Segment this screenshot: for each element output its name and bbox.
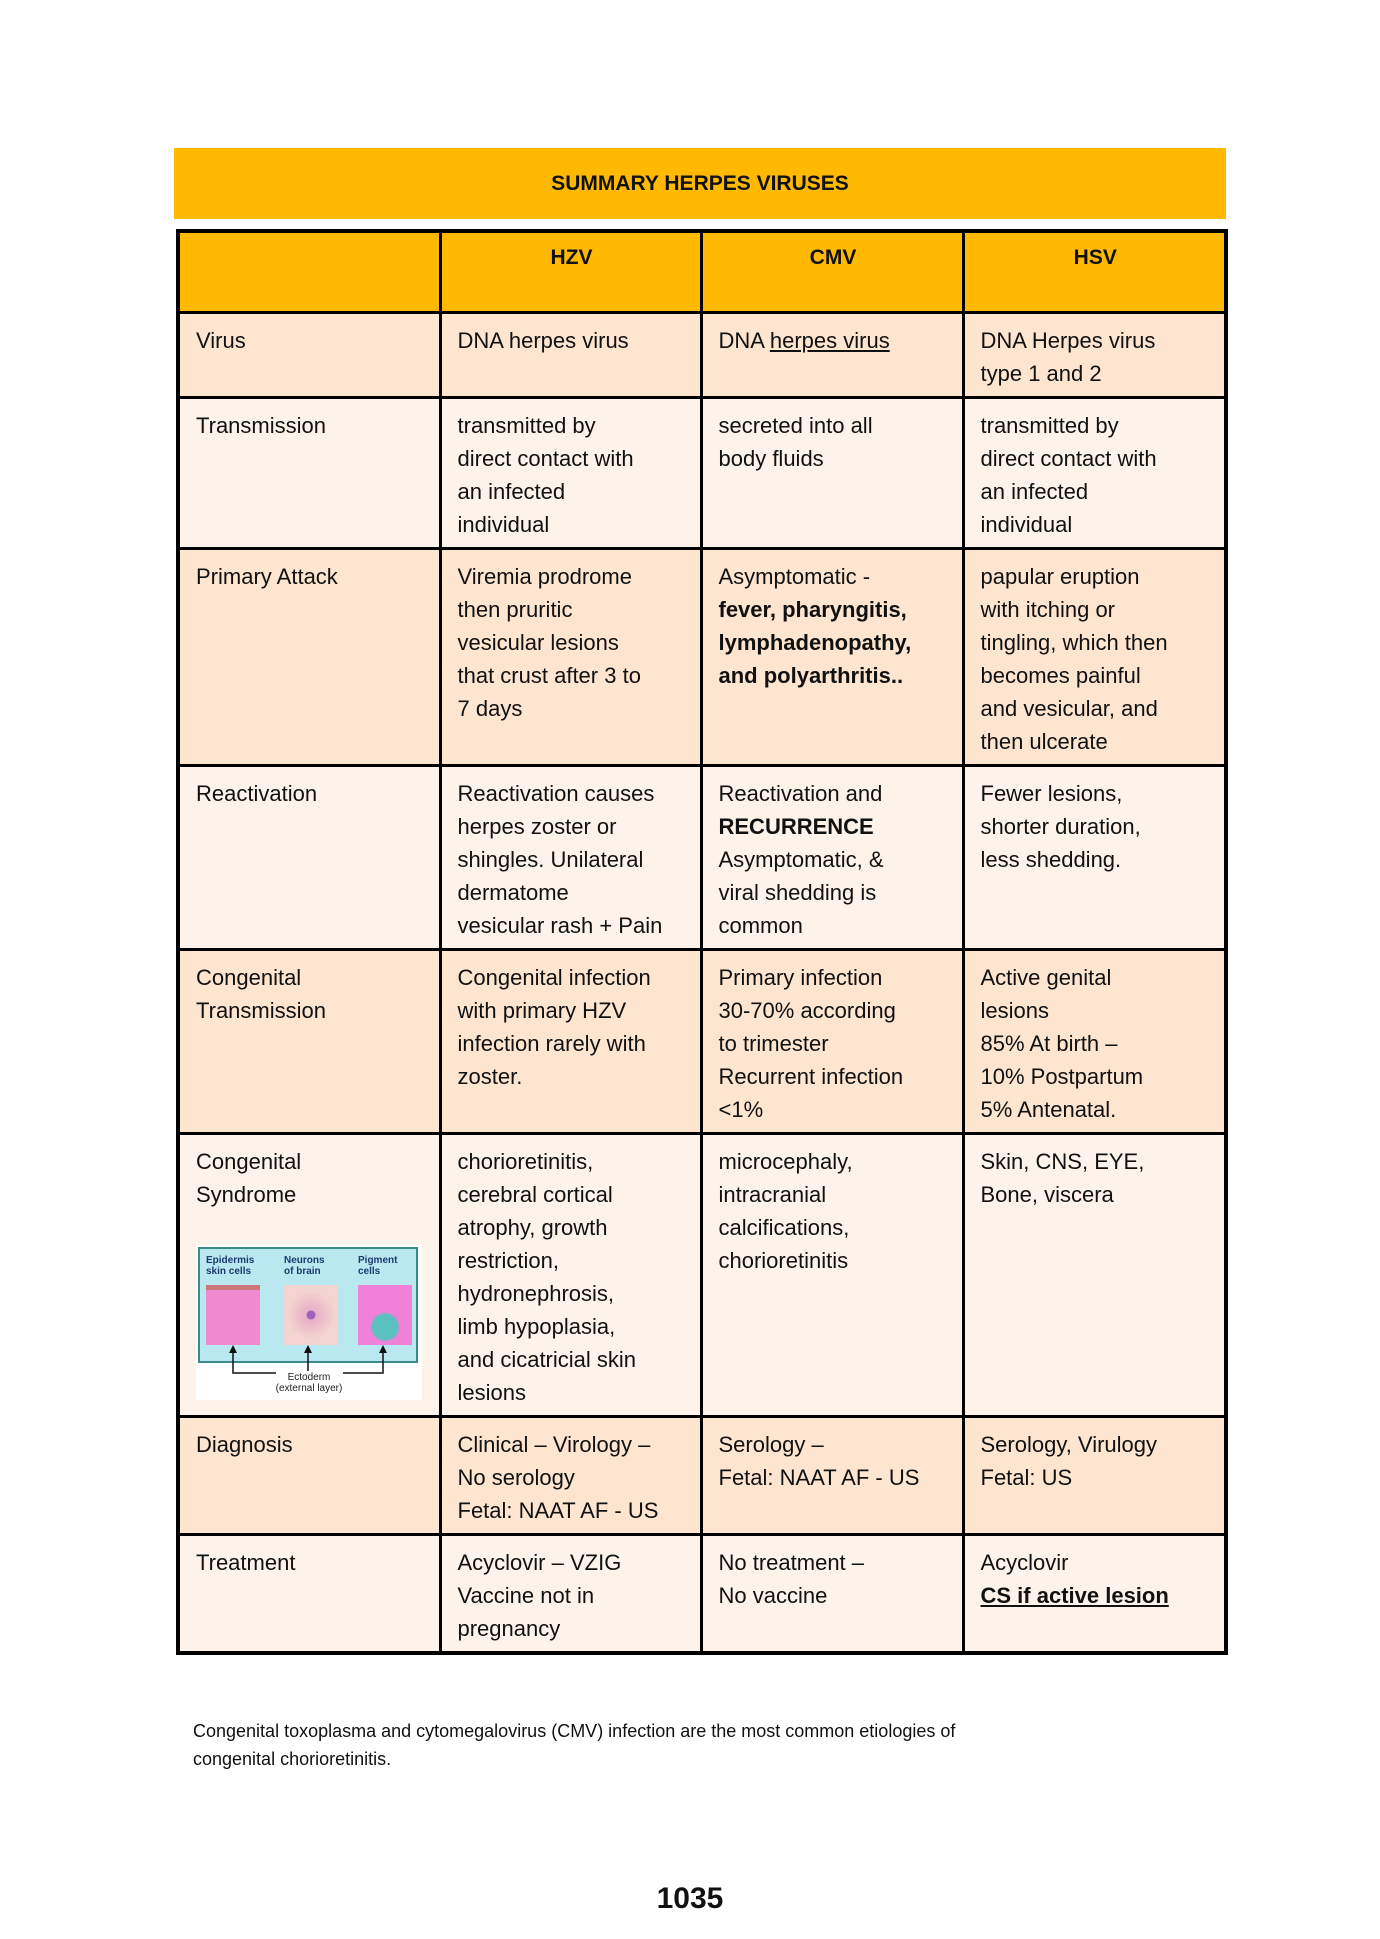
- cell-text: papular eruption: [980, 564, 1140, 589]
- cell-line: [981, 1546, 1211, 1579]
- cell-text: zoster.: [457, 1064, 523, 1089]
- cell-line: [719, 843, 948, 876]
- cell-line: [981, 324, 1211, 357]
- cell-text: shorter duration,: [980, 814, 1141, 839]
- cell-text: Primary infection: [718, 965, 883, 990]
- cell-line: [981, 1145, 1211, 1178]
- table-row: [178, 398, 1226, 549]
- cell-line: [981, 843, 1211, 876]
- cell-text: 10% Postpartum: [980, 1064, 1144, 1089]
- cell-line: [981, 357, 1211, 390]
- footnote-line: congenital chorioretinitis.: [193, 1749, 392, 1769]
- cell-text: atrophy, growth: [457, 1215, 608, 1240]
- cell-line: [458, 508, 686, 541]
- footnote: [193, 1717, 1193, 1773]
- table-row: [178, 1535, 1226, 1654]
- cell-line: [719, 1145, 948, 1178]
- cell-hsv: [963, 1417, 1226, 1535]
- cell-line: [458, 560, 686, 593]
- row-label: [178, 1535, 440, 1654]
- cell-line: [719, 994, 948, 1027]
- cell-line: [458, 1461, 686, 1494]
- cell-text: infection rarely with: [457, 1031, 646, 1056]
- cell-line: [458, 909, 686, 942]
- cell-hsv: [963, 1134, 1226, 1417]
- cell-line: [719, 1178, 948, 1211]
- cell-hsv: [963, 549, 1226, 766]
- header-hzv: HZV: [440, 231, 701, 313]
- cell-line: [458, 961, 686, 994]
- cell-line: [458, 1428, 686, 1461]
- cell-line: [981, 593, 1211, 626]
- cell-text: body fluids: [718, 446, 824, 471]
- cell-line: [458, 1494, 686, 1527]
- cell-text: Asymptomatic -: [718, 564, 871, 589]
- cell-text: 30-70% according: [718, 998, 896, 1023]
- cell-line: [981, 1178, 1211, 1211]
- cell-text: DNA: [718, 328, 770, 353]
- ectoderm-figure: [196, 1245, 422, 1400]
- cell-hzv: [440, 1535, 701, 1654]
- cell-line: [458, 324, 686, 357]
- cell-text: CS if active lesion: [980, 1583, 1169, 1608]
- cell-line: [458, 1310, 686, 1343]
- cell-text: intracranial: [718, 1182, 827, 1207]
- cell-line: [458, 1027, 686, 1060]
- row-label-line: Transmission: [196, 998, 326, 1023]
- cell-hzv: [440, 1417, 701, 1535]
- cell-hsv: [963, 950, 1226, 1134]
- cell-line: [458, 1546, 686, 1579]
- cell-line: [458, 1376, 686, 1409]
- cell-text: direct contact with: [980, 446, 1157, 471]
- cell-hzv: [440, 313, 701, 398]
- cell-line: [458, 692, 686, 725]
- cell-line: [981, 1027, 1211, 1060]
- cell-line: [458, 1612, 686, 1645]
- cell-line: [981, 1060, 1211, 1093]
- row-label: [178, 313, 440, 398]
- cell-text: <1%: [718, 1097, 764, 1122]
- herpes-summary-table: [176, 229, 1228, 1655]
- cell-line: [458, 1178, 686, 1211]
- cell-line: [719, 1093, 948, 1126]
- cell-text: limb hypoplasia,: [457, 1314, 616, 1339]
- cell-line: [458, 1579, 686, 1612]
- cell-hzv: [440, 549, 701, 766]
- cell-line: [458, 1343, 686, 1376]
- cell-line: [719, 1027, 948, 1060]
- cell-text: pregnancy: [457, 1616, 561, 1641]
- row-label-line: Treatment: [196, 1550, 296, 1575]
- row-label-line: Virus: [196, 328, 246, 353]
- cell-text: Reactivation and: [718, 781, 883, 806]
- figure-label-pigment: Pigment cells: [358, 1255, 398, 1277]
- cell-line: [981, 508, 1211, 541]
- cell-text: Bone, viscera: [980, 1182, 1114, 1207]
- cell-line: [719, 909, 948, 942]
- cell-text: chorioretinitis,: [457, 1149, 594, 1174]
- cell-line: [719, 409, 948, 442]
- cell-text: with primary HZV: [457, 998, 627, 1023]
- cell-line: [981, 692, 1211, 725]
- cell-line: [458, 843, 686, 876]
- cell-line: [719, 442, 948, 475]
- header-row: [178, 231, 1226, 313]
- cell-cmv: [701, 313, 963, 398]
- cell-line: [981, 1093, 1211, 1126]
- cell-line: [981, 409, 1211, 442]
- cell-line: [719, 324, 948, 357]
- figure-caption-line: Ectoderm: [287, 1372, 331, 1383]
- cell-line: [458, 1277, 686, 1310]
- cell-text: individual: [980, 512, 1073, 537]
- cell-cmv: [701, 766, 963, 950]
- cell-text: type 1 and 2: [980, 361, 1102, 386]
- cell-text: that crust after 3 to: [457, 663, 641, 688]
- cell-cmv: [701, 549, 963, 766]
- cell-text: RECURRENCE: [718, 814, 874, 839]
- cell-line: [458, 876, 686, 909]
- cell-text: then pruritic: [457, 597, 573, 622]
- header-hsv: HSV: [963, 231, 1226, 313]
- row-label-line: Reactivation: [196, 781, 318, 806]
- cell-text: less shedding.: [980, 847, 1122, 872]
- cell-text: DNA Herpes virus: [980, 328, 1156, 353]
- cell-line: [458, 994, 686, 1027]
- cell-text: restriction,: [457, 1248, 559, 1273]
- cell-text: fever, pharyngitis,: [718, 597, 907, 622]
- cell-text: No treatment –: [718, 1550, 865, 1575]
- cell-line: [981, 659, 1211, 692]
- cell-text: Serology –: [718, 1432, 824, 1457]
- table-row: [178, 1134, 1226, 1417]
- cell-line: [719, 593, 948, 626]
- cell-hsv: [963, 1535, 1226, 1654]
- cell-line: [981, 725, 1211, 758]
- cell-text: Vaccine not in: [457, 1583, 595, 1608]
- cell-text: secreted into all: [718, 413, 873, 438]
- cell-hzv: [440, 1134, 701, 1417]
- cell-line: [981, 1461, 1211, 1494]
- row-label-line: Syndrome: [196, 1182, 297, 1207]
- cell-line: [981, 475, 1211, 508]
- cell-line: [458, 593, 686, 626]
- cell-line: [458, 810, 686, 843]
- row-label: [178, 549, 440, 766]
- cell-text: Fetal: NAAT AF - US: [457, 1498, 659, 1523]
- cell-cmv: [701, 1535, 963, 1654]
- cell-text: and cicatricial skin: [457, 1347, 637, 1372]
- table-row: [178, 313, 1226, 398]
- cell-line: [981, 560, 1211, 593]
- table-title: SUMMARY HERPES VIRUSES: [174, 148, 1226, 219]
- cell-text: to trimester: [718, 1031, 829, 1056]
- row-label: [178, 766, 440, 950]
- cell-text: individual: [457, 512, 550, 537]
- cell-text: vesicular rash + Pain: [457, 913, 663, 938]
- cell-line: [719, 1211, 948, 1244]
- cell-line: [981, 1428, 1211, 1461]
- cell-text: Skin, CNS, EYE,: [980, 1149, 1145, 1174]
- cell-text: Recurrent infection: [718, 1064, 904, 1089]
- cell-hsv: [963, 766, 1226, 950]
- cell-line: [719, 810, 948, 843]
- cell-text: 85% At birth –: [980, 1031, 1118, 1056]
- cell-line: [458, 409, 686, 442]
- cell-text: and polyarthritis..: [718, 663, 904, 688]
- cell-text: an infected: [980, 479, 1089, 504]
- cell-line: [458, 777, 686, 810]
- cell-text: and vesicular, and: [980, 696, 1158, 721]
- cell-hzv: [440, 766, 701, 950]
- cell-line: [719, 1546, 948, 1579]
- cell-text: Serology, Virulogy: [980, 1432, 1158, 1457]
- cell-cmv: [701, 1417, 963, 1535]
- cell-text: 5% Antenatal.: [980, 1097, 1117, 1122]
- cell-hsv: [963, 398, 1226, 549]
- cell-text: Fetal: NAAT AF - US: [718, 1465, 920, 1490]
- cell-line: [981, 1579, 1211, 1612]
- cell-text: Viremia prodrome: [457, 564, 632, 589]
- cell-text: becomes painful: [980, 663, 1141, 688]
- cell-text: Fetal: US: [980, 1465, 1073, 1490]
- cell-text: chorioretinitis: [718, 1248, 849, 1273]
- page-number: 1035: [656, 1882, 724, 1915]
- cell-line: [458, 1145, 686, 1178]
- header-blank: [178, 231, 440, 313]
- cell-line: [719, 1244, 948, 1277]
- header-cmv: CMV: [701, 231, 963, 313]
- cell-line: [981, 961, 1211, 994]
- figure-label-neurons: Neurons of brain: [284, 1255, 325, 1277]
- cell-line: [719, 777, 948, 810]
- cell-line: [719, 1579, 948, 1612]
- cell-line: [458, 1211, 686, 1244]
- cell-text: common: [718, 913, 803, 938]
- cell-text: shingles. Unilateral: [457, 847, 644, 872]
- cell-line: [981, 626, 1211, 659]
- cell-line: [458, 1060, 686, 1093]
- cell-text: herpes virus: [769, 328, 890, 353]
- figure-caption-line: (external layer): [275, 1383, 343, 1394]
- cell-line: [719, 1461, 948, 1494]
- cell-line: [458, 475, 686, 508]
- cell-text: transmitted by: [980, 413, 1119, 438]
- cell-text: lesions: [457, 1380, 526, 1405]
- cell-text: lesions: [980, 998, 1049, 1023]
- row-label-line: Primary Attack: [196, 564, 338, 589]
- figure-caption: [196, 1372, 422, 1394]
- cell-text: an infected: [457, 479, 566, 504]
- figure-label-epidermis: Epidermis skin cells: [206, 1255, 255, 1277]
- row-label: [178, 950, 440, 1134]
- cell-text: No serology: [457, 1465, 575, 1490]
- cell-hzv: [440, 398, 701, 549]
- table-row: [178, 766, 1226, 950]
- cell-line: [458, 1244, 686, 1277]
- row-label: [178, 1134, 440, 1417]
- table-row: [178, 1417, 1226, 1535]
- cell-cmv: [701, 950, 963, 1134]
- cell-text: Asymptomatic, &: [718, 847, 884, 872]
- cell-text: Reactivation causes: [457, 781, 655, 806]
- row-label-line: Diagnosis: [196, 1432, 293, 1457]
- cell-cmv: [701, 398, 963, 549]
- table-row: [178, 549, 1226, 766]
- cell-text: direct contact with: [457, 446, 634, 471]
- cell-text: herpes zoster or: [457, 814, 617, 839]
- row-label: [178, 1417, 440, 1535]
- cell-line: [458, 626, 686, 659]
- cell-text: then ulcerate: [980, 729, 1108, 754]
- cell-line: [981, 777, 1211, 810]
- row-label-line: Transmission: [196, 413, 326, 438]
- cell-text: with itching or: [980, 597, 1116, 622]
- cell-hsv: [963, 313, 1226, 398]
- table-row: [178, 950, 1226, 1134]
- cell-line: [458, 442, 686, 475]
- cell-line: [719, 876, 948, 909]
- cell-text: viral shedding is: [718, 880, 877, 905]
- cell-text: Fewer lesions,: [980, 781, 1123, 806]
- cell-text: 7 days: [457, 696, 523, 721]
- cell-text: Congenital infection: [457, 965, 651, 990]
- row-label: [178, 398, 440, 549]
- cell-text: DNA herpes virus: [457, 328, 629, 353]
- cell-hzv: [440, 950, 701, 1134]
- cell-line: [719, 961, 948, 994]
- cell-line: [719, 1060, 948, 1093]
- cell-text: vesicular lesions: [457, 630, 619, 655]
- row-label-line: Congenital: [196, 1149, 302, 1174]
- cell-line: [981, 810, 1211, 843]
- cell-text: dermatome: [457, 880, 569, 905]
- cell-line: [719, 659, 948, 692]
- cell-line: [719, 1428, 948, 1461]
- cell-line: [458, 659, 686, 692]
- cell-text: transmitted by: [457, 413, 596, 438]
- cell-text: Acyclovir: [980, 1550, 1069, 1575]
- cell-line: [719, 560, 948, 593]
- cell-text: No vaccine: [718, 1583, 828, 1608]
- cell-text: calcifications,: [718, 1215, 850, 1240]
- cell-text: tingling, which then: [980, 630, 1168, 655]
- cell-line: [981, 994, 1211, 1027]
- cell-text: microcephaly,: [718, 1149, 853, 1174]
- cell-text: hydronephrosis,: [457, 1281, 615, 1306]
- cell-text: cerebral cortical: [457, 1182, 613, 1207]
- row-label-line: Congenital: [196, 965, 302, 990]
- cell-line: [719, 626, 948, 659]
- footnote-line: Congenital toxoplasma and cytomegalovirus (CMV) infection are the most common etiologies of: [193, 1721, 956, 1741]
- cell-cmv: [701, 1134, 963, 1417]
- cell-text: Clinical – Virology –: [457, 1432, 651, 1457]
- cell-text: Acyclovir – VZIG: [457, 1550, 622, 1575]
- cell-text: Active genital: [980, 965, 1112, 990]
- cell-line: [981, 442, 1211, 475]
- cell-text: lymphadenopathy,: [718, 630, 912, 655]
